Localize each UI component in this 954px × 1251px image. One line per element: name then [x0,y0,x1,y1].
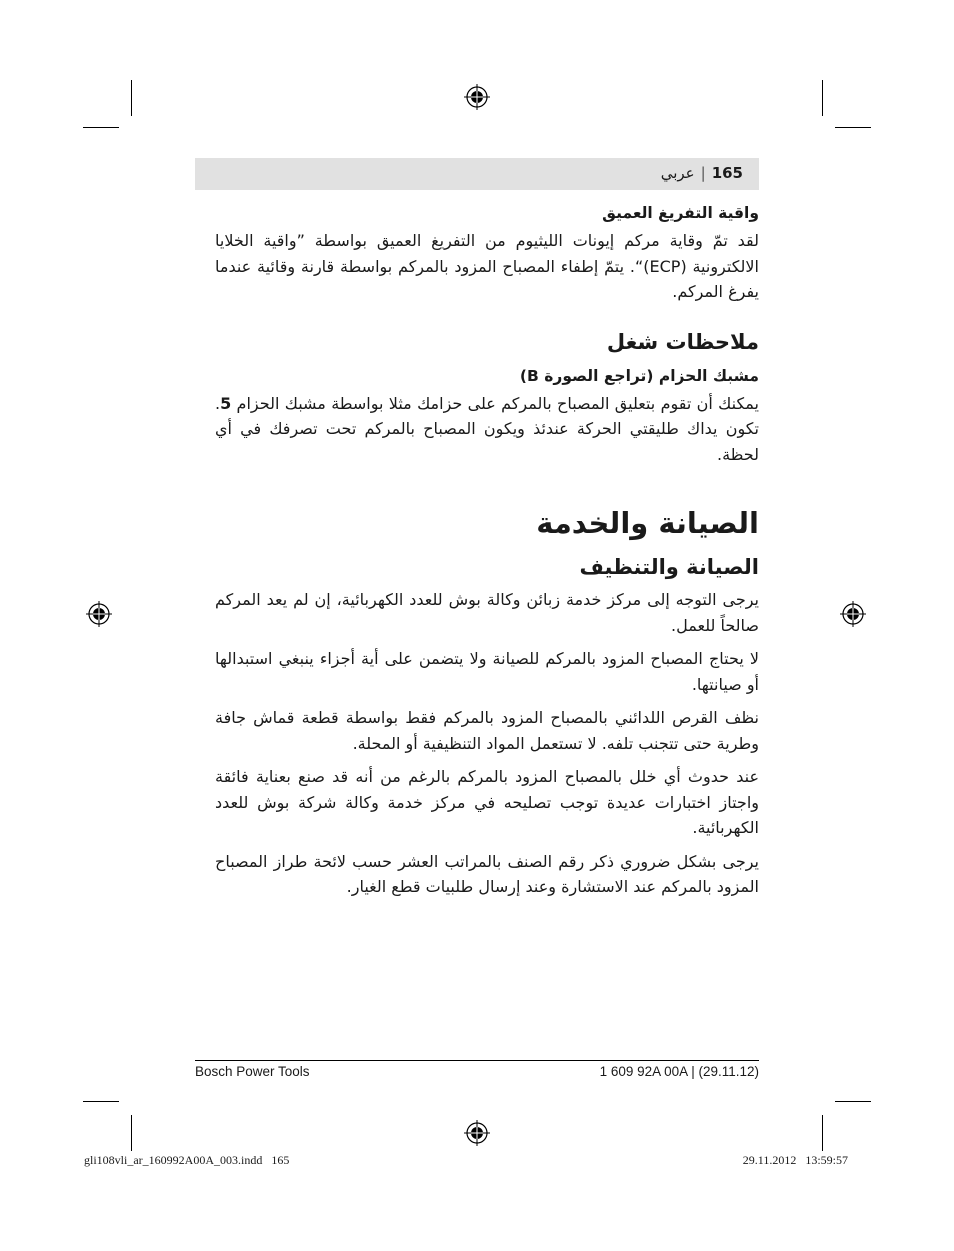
deep-discharge-heading: واقية التفريغ العميق [602,204,759,222]
maintenance-paragraph: عند حدوث أي خلل بالمصباح المزود بالمركم بالرغم من أنه قد صنع بعناية فائقة واجتاز اختبارات عديدة توجب تصليحه في مركز خدمة وكالة شركة بوش للعدد الكهربائية. [215,767,759,837]
slug-filename: gli108vli_ar_160992A00A_003.indd 165 [84,1153,290,1167]
belt-clip-text [215,391,759,468]
maintenance-cleaning-heading: الصيانة والتنظيف [579,555,759,579]
crop-mark [131,1115,132,1151]
crop-mark [83,1101,119,1102]
maintenance-paragraph: نظف القرص اللدائني بالمصباح المزود بالمركم فقط بواسطة قطعة قماش جافة وطرية حتى تتجنب تلفه. لا تستعمل المواد التنظيفية أو المحلة. [215,708,759,753]
belt-clip-text-part1: يمكنك أن تقوم بتعليق المصباح بالمركم على حزامك مثلا بواسطة مشبك الحزام [231,393,759,413]
maintenance-paragraph: لا يحتاج المصباح المزود بالمركم للصيانة ولا يتضمن على أية أجزاء ينبغي استبدالها أو صيانتها. [215,649,759,694]
registration-mark-icon [86,601,112,627]
crop-mark [835,127,871,128]
deep-discharge-text: لقد تمّ وقاية مركم إيونات الليثيوم من التفريغ العميق بواسطة ”واقية الخلايا الالكترونية (ECP)“. يتمّ إطفاء المصباح المزود بالمركم بواسطة قارنة وقائية عندما يفرغ المركم. [215,231,759,301]
maintenance-service-heading: الصيانة والخدمة [536,506,759,540]
operating-notes-heading: ملاحظات شغل [606,329,759,354]
crop-mark [83,127,119,128]
page-content [215,196,759,900]
maintenance-paragraph: يرجى بشكل ضروري ذكر رقم الصنف بالمراتب العشر حسب لائحة طراز المصباح المزود بالمركم عند الاستشارة وعند إرسال طلبيات قطع الغيار. [215,851,759,896]
belt-clip-text-part2: . تكون يداك طليقتي الحركة عندئذ ويكون المصباح بالمركم تحت تصرفك في أي لحظة. [215,393,759,464]
registration-mark-icon [464,84,490,110]
page-number: 165 [711,164,743,182]
crop-mark [822,1115,823,1151]
crop-mark [835,1101,871,1102]
registration-mark-icon [464,1120,490,1146]
registration-mark-icon [840,601,866,627]
figure-ref: 5 [220,393,232,413]
header-separator: | [700,164,706,182]
header-language: عربي [660,164,695,182]
slug-timestamp: 29.11.2012 13:59:57 [742,1153,848,1167]
belt-clip-heading: مشبك الحزام (تراجع الصورة B) [519,366,759,385]
footer-rule [195,1060,759,1061]
maintenance-paragraph: يرجى التوجه إلى مركز خدمة زبائن وكالة بوش للعدد الكهربائية، إن لم يعد المركم صالحاً للعمل. [215,590,759,635]
crop-mark [822,80,823,116]
crop-mark [131,80,132,116]
page-header [195,158,759,190]
footer-brand: Bosch Power Tools [195,1064,310,1079]
footer-doc-number: 1 609 92A 00A | (29.11.12) [599,1064,759,1079]
